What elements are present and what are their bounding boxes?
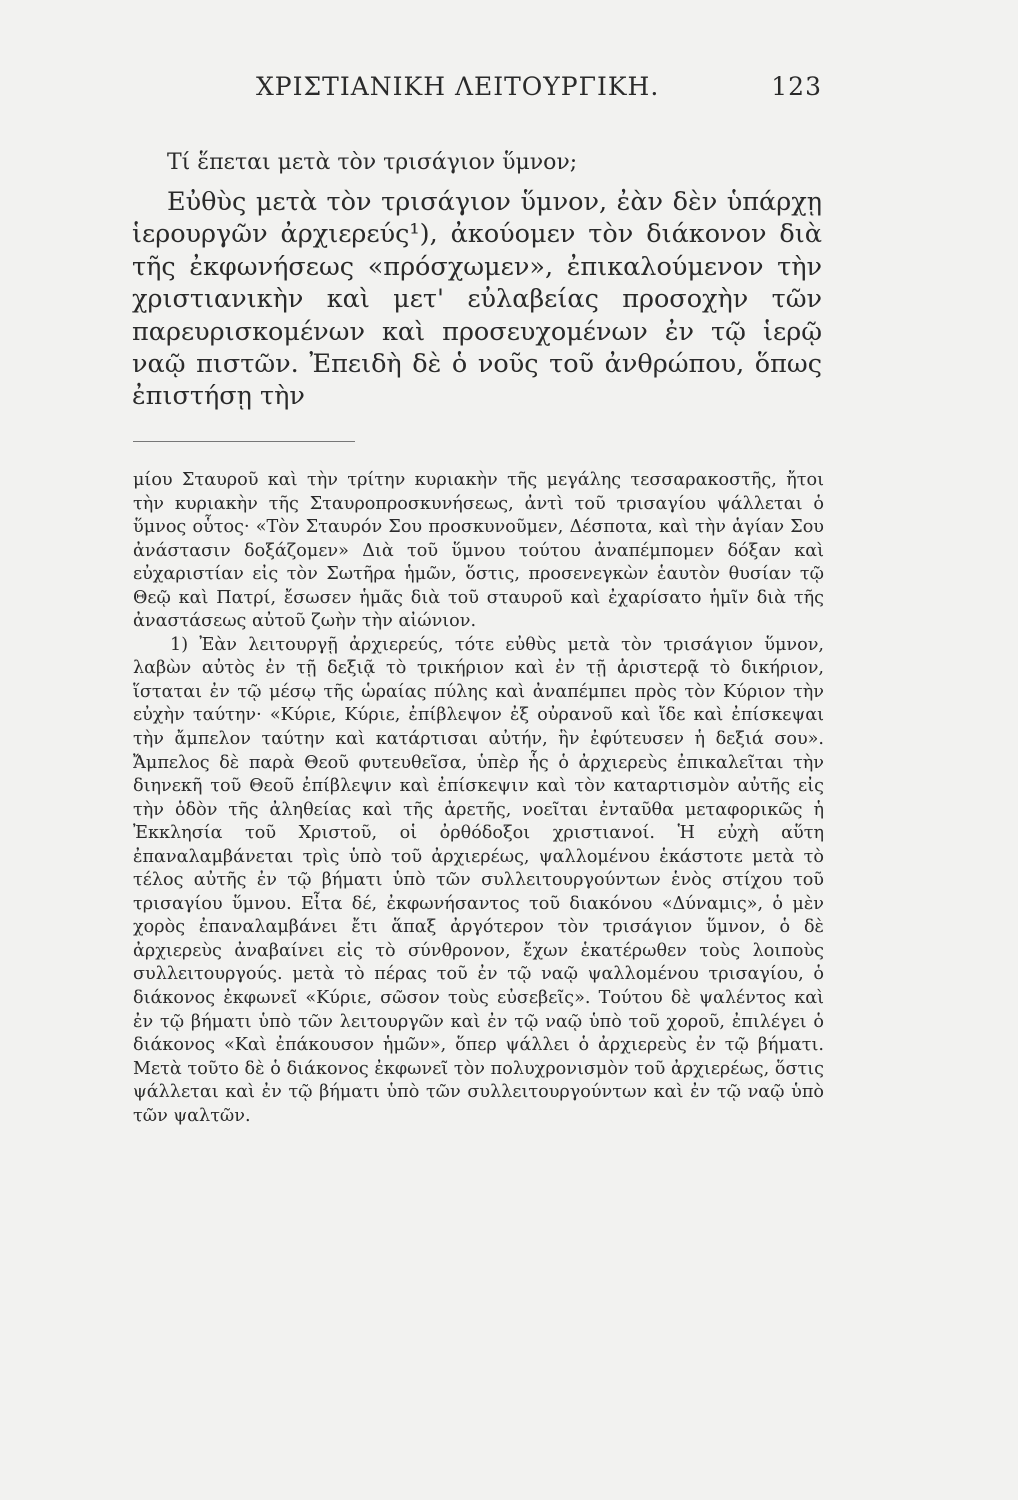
footnote-1: 1) Ἐὰν λειτουργῇ ἀρχιερεύς, τότε εὐθὺς μετὰ τὸν τρισάγιον ὕμνον, λαβὼν αὐτὸς ἐν τῇ δεξιᾷ τὸ τρικήριον καὶ ἐν τῇ ἀριστερᾷ τὸ δικήριον, ἵσταται ἐν τῷ μέσῳ τῆς ὡραίας πύλης καὶ ἀναπέμπει πρὸς τὸν Κύριον τὴν εὐχὴν ταύτην· «Κύριε, Κύριε, ἐπίβλεψον ἐξ οὐρανοῦ καὶ ἴδε καὶ ἐπίσκεψαι τὴν ἄμπελον ταύτην καὶ κατάρτισαι αὐτήν, ἣν ἐφύτευσεν ἡ δεξιά σου». Ἄμπελος δὲ παρὰ Θεοῦ φυτευθεῖσα, ὑπὲρ ἧς ὁ ἀρχιερεὺς ἐπικαλεῖται τὴν διηνεκῆ τοῦ Θεοῦ ἐπίβλεψιν καὶ ἐπίσκεψιν καὶ τὸν καταρτισμὸν αὐτῆς εἰς τὴν ὁδὸν τῆς ἀληθείας καὶ τῆς ἀρετῆς, νοεῖται ἐνταῦθα μεταφορικῶς ἡ Ἐκκλησία τοῦ Χριστοῦ, οἱ ὀρθόδοξοι χριστιανοί. Ἡ εὐχὴ αὕτη ἐπαναλαμβάνεται τρὶς ὑπὸ τοῦ ἀρχιερέως, ψαλλομένου ἑκάστοτε μετὰ τὸ τέλος αὐτῆς ἐν τῷ βήματι ὑπὸ τῶν συλλειτουργούντων ἑνὸς στίχου τοῦ τρισαγίου ὕμνου. Εἶτα δέ, ἐκφωνήσαντος τοῦ διακόνου «Δύναμις», ὁ μὲν χορὸς ἐπαναλαμβάνει ἔτι ἅπαξ ἀργότερον τὸν τρισάγιον ὕμνον, ὁ δὲ ἀρχιερεὺς ἀναβαίνει εἰς τὸ σύνθρονον, ἔχων ἑκατέρωθεν τοὺς λοιποὺς συλλειτουργούς. μετὰ τὸ πέρας τοῦ ἐν τῷ ναῷ ψαλλομένου τρισαγίου, ὁ διάκονος ἐκφωνεῖ «Κύριε, σῶσον τοὺς εὐσεβεῖς». Τούτου δὲ ψαλέντος καὶ ἐν τῷ βήματι ὑπὸ τῶν λειτουργῶν καὶ ἐν τῷ ναῷ ὑπὸ τοῦ χοροῦ, ἐπιλέγει ὁ διάκονος «Καὶ ἐπάκουσον ἡμῶν», ὅπερ ψάλλει ὁ ἀρχιερεὺς ἐν τῷ βήματι. Μετὰ τοῦτο δὲ ὁ διάκονος ἐκφωνεῖ τὸν πολυχρονισμὸν τοῦ ἀρχιερέως, ὅστις ψάλλεται καὶ ἐν τῷ βήματι ὑπὸ τῶν συλλειτουργούντων καὶ ἐν τῷ ναῷ ὑπὸ τῶν ψαλτῶν. [133,634,824,1126]
footnotes [133,469,824,1128]
footnote-continued: μίου Σταυροῦ καὶ τὴν τρίτην κυριακὴν τῆς μεγάλης τεσσαρακοστῆς, ἤτοι τὴν κυριακὴν τῆς Σταυροπροσκυνήσεως, ἀντὶ τοῦ τρισαγίου ψάλλεται ὁ ὕμνος οὗτος· «Τὸν Σταυρόν Σου προσκυνοῦμεν, Δέσποτα, καὶ τὴν ἁγίαν Σου ἀνάστασιν δοξάζομεν» Διὰ τοῦ ὕμνου τούτου ἀναπέμπομεν δόξαν καὶ εὐχαριστίαν εἰς τὸν Σωτῆρα ἡμῶν, ὅστις, προσενεγκὼν ἑαυτὸν θυσίαν τῷ Θεῷ καὶ Πατρί, ἔσωσεν ἡμᾶς διὰ τοῦ σταυροῦ καὶ ἐχαρίσατο ἡμῖν διὰ τῆς ἀναστάσεως αὐτοῦ ζωὴν τὴν αἰώνιον. [133,470,824,632]
running-title: ΧΡΙΣΤΙΑΝΙΚΗ ΛΕΙΤΟΥΡΓΙΚΗ. [256,72,660,101]
main-paragraph: Εὐθὺς μετὰ τὸν τρισάγιον ὕμνον, ἐὰν δὲν ὑπάρχῃ ἱερουργῶν ἀρχιερεύς¹), ἀκούομεν τὸν διάκονον διὰ τῆς ἐκφωνήσεως «πρόσχωμεν», ἐπικαλούμενον τὴν χριστιανικὴν καὶ μετ' εὐλαβείας προσοχὴν τῶν παρευρισκομένων καὶ προσευχομένων ἐν τῷ ἱερῷ ναῷ πιστῶν. Ἐπειδὴ δὲ ὁ νοῦς τοῦ ἀνθρώπου, ὅπως ἐπιστήσῃ τὴν [132,187,822,412]
page-number: 123 [771,72,822,101]
main-text [132,186,822,413]
footnote-separator [133,441,355,442]
section-question: Τί ἕπεται μετὰ τὸν τρισάγιον ὕμνον; [167,150,578,175]
